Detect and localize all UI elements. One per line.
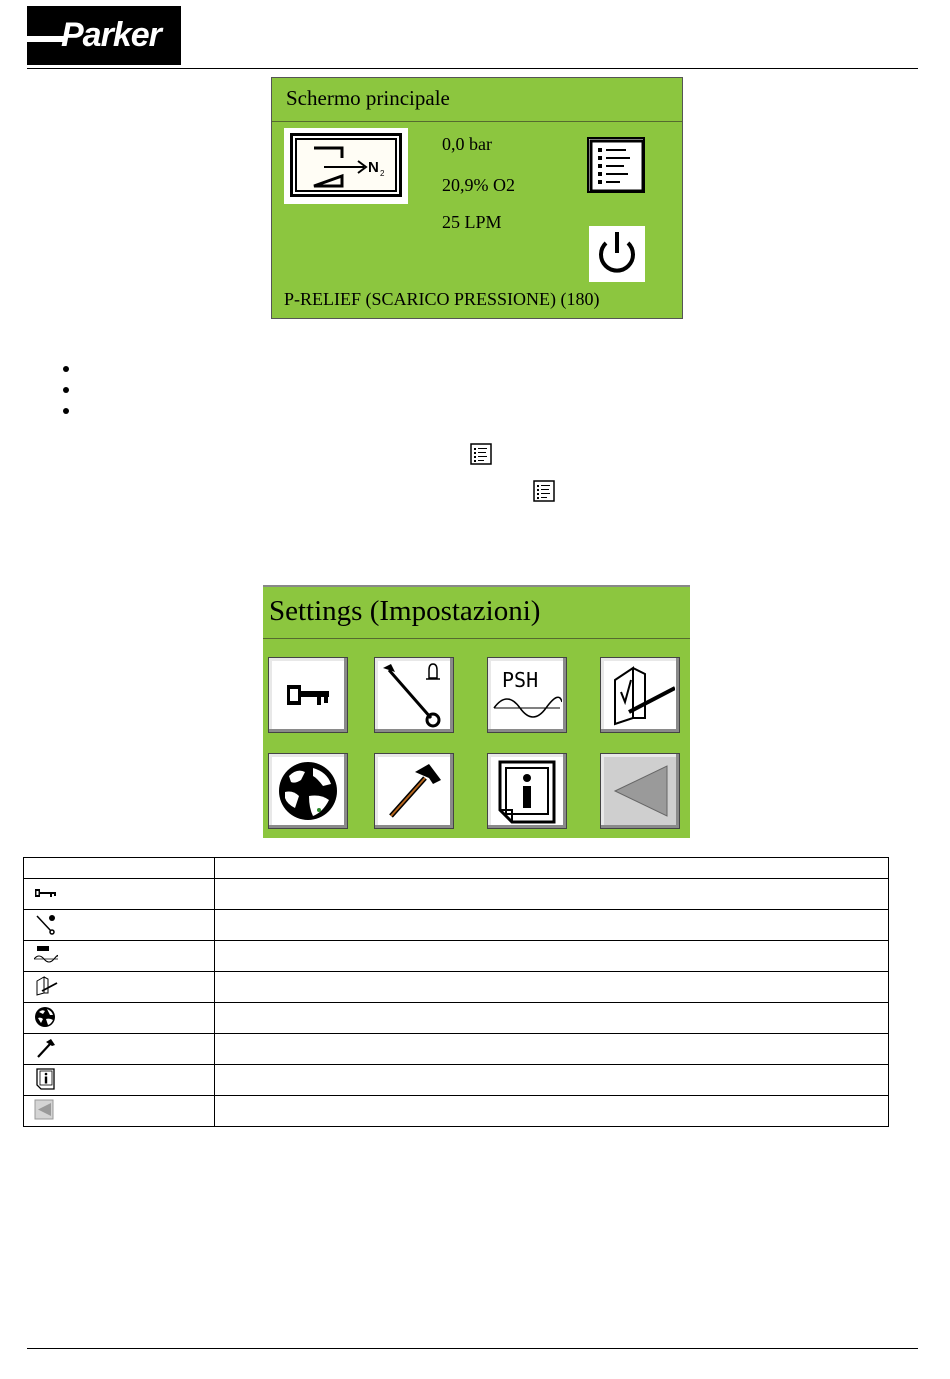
title-divider [263,638,690,639]
title-divider [272,121,682,122]
settings-button-tools[interactable] [374,753,454,829]
table-description-cell [215,972,889,1003]
list-icon [586,136,646,194]
status-message: P-RELIEF (SCARICO PRESSIONE) (180) [284,289,600,309]
table-description-cell [215,1065,889,1096]
logo-text: Parker [61,16,161,54]
psh-wave-icon [34,944,58,966]
generator-button[interactable] [284,128,408,204]
table-description-cell [215,1003,889,1034]
table-header-cell [215,858,889,879]
table-row [24,1065,889,1096]
wrench-alarm-icon [379,662,449,728]
table-row [24,1096,889,1127]
checklist-pen-icon [605,662,675,728]
power-icon [589,226,645,282]
bullet-point [63,366,69,372]
footer-divider [27,1348,918,1349]
settings-button-language[interactable] [268,753,348,829]
table-row [24,972,889,1003]
parker-logo [27,6,181,65]
menu-list-button[interactable] [586,136,646,194]
main-screen-title: Schermo principale [286,86,450,110]
settings-button-maintenance[interactable] [374,657,454,733]
table-description-cell [215,879,889,910]
table-icon-cell [24,1065,215,1096]
table-header-row [24,858,889,879]
list-icon [533,480,555,502]
main-screen-panel [271,77,683,319]
settings-button-checklist[interactable] [600,657,680,733]
psh-wave-icon [492,662,562,728]
psh-label: PSH [502,668,539,692]
header-divider [27,68,918,69]
table-row [24,941,889,972]
table-description-cell [215,941,889,972]
table-icon-cell [24,1003,215,1034]
hammer-icon [34,1037,58,1059]
table-row [24,1003,889,1034]
table-icon-cell [24,1034,215,1065]
checklist-pen-icon [34,975,58,997]
pressure-readout: 0,0 bar [442,134,492,154]
oxygen-readout: 20,9% O2 [442,175,515,195]
table-header-cell [24,858,215,879]
table-icon-cell [24,879,215,910]
table-icon-cell [24,910,215,941]
bullet-point [63,387,69,393]
flow-readout: 25 LPM [442,212,502,232]
table-description-cell [215,1034,889,1065]
icon-legend-table [23,857,889,1127]
settings-screen-title: Settings (Impostazioni) [269,595,541,627]
bullet-point [63,408,69,414]
globe-icon [273,758,343,824]
info-document-icon [34,1068,58,1090]
info-document-icon [492,758,562,824]
settings-screen-panel [263,585,690,838]
settings-button-password[interactable] [268,657,348,733]
table-icon-cell [24,972,215,1003]
n2-subscript: 2 [380,169,385,178]
list-icon [470,443,492,465]
table-row [24,1034,889,1065]
settings-button-info[interactable] [487,753,567,829]
back-button[interactable] [600,753,680,829]
table-row [24,879,889,910]
back-arrow-icon [34,1099,58,1121]
table-description-cell [215,1096,889,1127]
table-description-cell [215,910,889,941]
n2-label: N [368,159,379,176]
back-arrow-icon [605,758,675,824]
hammer-icon [379,758,449,824]
generator-n2-icon [294,138,398,198]
table-icon-cell [24,941,215,972]
power-button[interactable] [589,226,645,282]
globe-icon [34,1006,58,1028]
key-icon [273,662,343,728]
table-icon-cell [24,1096,215,1127]
settings-button-psh[interactable] [487,657,567,733]
key-icon [34,886,58,900]
wrench-alarm-icon [34,913,58,935]
table-row [24,910,889,941]
